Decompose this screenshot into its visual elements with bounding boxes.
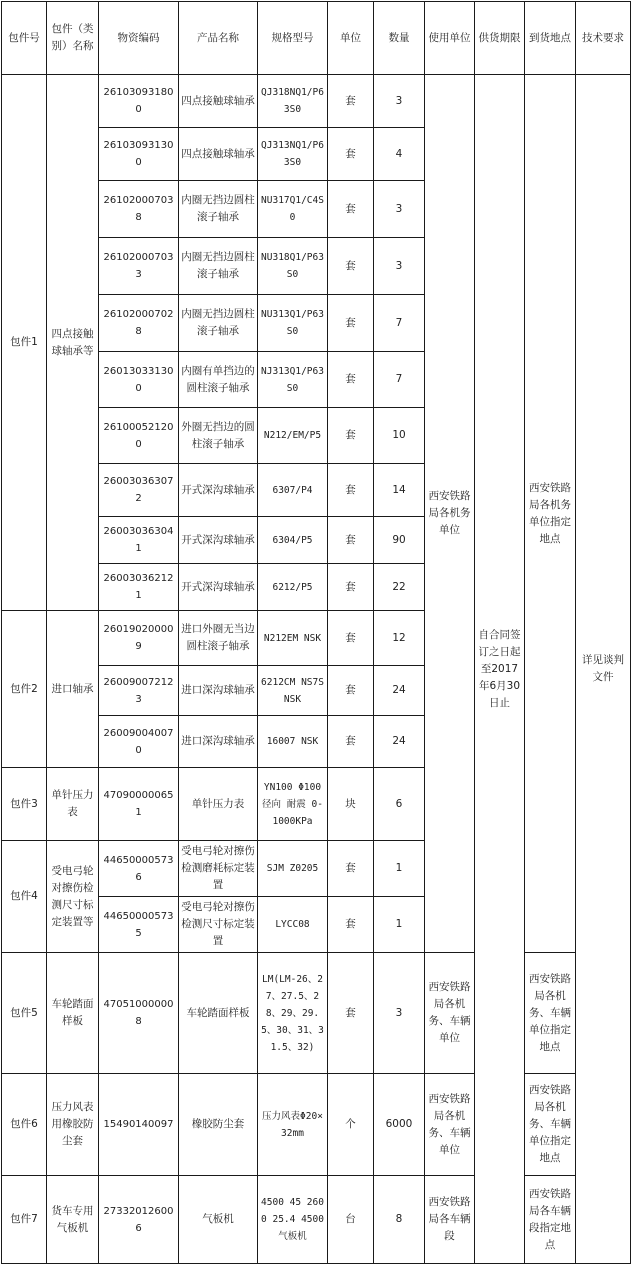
material-code-cell: 446500005736 xyxy=(99,841,179,897)
package-no-cell: 包件3 xyxy=(2,768,47,841)
product-name-cell: 进口外圈无当边圆柱滚子轴承 xyxy=(179,611,258,666)
material-code-cell: 260130331300 xyxy=(99,352,179,408)
material-code-cell: 15490140097 xyxy=(99,1074,179,1176)
material-code-cell: 261030931300 xyxy=(99,128,179,181)
spec-cell: NU313Q1/P63S0 xyxy=(258,295,328,352)
delivery-place-cell: 西安铁路局各机务、车辆单位指定地点 xyxy=(525,1074,576,1176)
spec-cell: QJ313NQ1/P63S0 xyxy=(258,128,328,181)
delivery-place-cell: 西安铁路局各机务、车辆单位指定地点 xyxy=(525,953,576,1074)
unit-cell: 套 xyxy=(328,238,374,295)
material-code-cell: 260190200009 xyxy=(99,611,179,666)
unit-cell: 套 xyxy=(328,128,374,181)
package-name-cell: 单针压力表 xyxy=(47,768,99,841)
unit-cell: 套 xyxy=(328,75,374,128)
unit-cell: 套 xyxy=(328,716,374,768)
material-code-cell: 260030362121 xyxy=(99,564,179,611)
user-unit-cell: 西安铁路局各机务单位 xyxy=(425,75,475,953)
package-name-cell: 四点接触球轴承等 xyxy=(47,75,99,611)
table-row xyxy=(2,75,631,128)
header-row xyxy=(2,2,631,75)
spec-cell: 6212/P5 xyxy=(258,564,328,611)
table-row xyxy=(2,953,631,1074)
table-row xyxy=(2,1074,631,1176)
unit-cell: 套 xyxy=(328,666,374,716)
product-name-cell: 进口深沟球轴承 xyxy=(179,716,258,768)
quantity-cell: 10 xyxy=(374,408,425,464)
spec-cell: 压力风表Φ20×32mm xyxy=(258,1074,328,1176)
product-name-cell: 内圈有单挡边的圆柱滚子轴承 xyxy=(179,352,258,408)
quantity-cell: 24 xyxy=(374,666,425,716)
header-cell: 供货期限 xyxy=(475,2,525,75)
header-cell: 产品名称 xyxy=(179,2,258,75)
package-name-cell: 货车专用气板机 xyxy=(47,1176,99,1264)
unit-cell: 套 xyxy=(328,953,374,1074)
quantity-cell: 24 xyxy=(374,716,425,768)
material-code-cell: 260090040070 xyxy=(99,716,179,768)
package-no-cell: 包件7 xyxy=(2,1176,47,1264)
product-name-cell: 开式深沟球轴承 xyxy=(179,517,258,564)
package-no-cell: 包件2 xyxy=(2,611,47,768)
quantity-cell: 3 xyxy=(374,238,425,295)
header-cell: 包件号 xyxy=(2,2,47,75)
unit-cell: 套 xyxy=(328,897,374,953)
delivery-place-cell: 西安铁路局各车辆段指定地点 xyxy=(525,1176,576,1264)
user-unit-cell: 西安铁路局各车辆段 xyxy=(425,1176,475,1264)
spec-cell: NJ313Q1/P63S0 xyxy=(258,352,328,408)
unit-cell: 套 xyxy=(328,408,374,464)
product-name-cell: 受电弓轮对擦伤检测尺寸标定装置 xyxy=(179,897,258,953)
quantity-cell: 90 xyxy=(374,517,425,564)
procurement-table xyxy=(1,1,631,1264)
unit-cell: 套 xyxy=(328,564,374,611)
spec-cell: QJ318NQ1/P63S0 xyxy=(258,75,328,128)
unit-cell: 套 xyxy=(328,611,374,666)
package-name-cell: 受电弓轮对擦伤检测尺寸标定装置等 xyxy=(47,841,99,953)
unit-cell: 台 xyxy=(328,1176,374,1264)
material-code-cell: 261020007038 xyxy=(99,181,179,238)
quantity-cell: 4 xyxy=(374,128,425,181)
product-name-cell: 四点接触球轴承 xyxy=(179,75,258,128)
unit-cell: 块 xyxy=(328,768,374,841)
quantity-cell: 3 xyxy=(374,181,425,238)
quantity-cell: 22 xyxy=(374,564,425,611)
quantity-cell: 6 xyxy=(374,768,425,841)
spec-cell: N212EM NSK xyxy=(258,611,328,666)
unit-cell: 套 xyxy=(328,295,374,352)
product-name-cell: 开式深沟球轴承 xyxy=(179,464,258,517)
quantity-cell: 3 xyxy=(374,75,425,128)
package-no-cell: 包件5 xyxy=(2,953,47,1074)
material-code-cell: 470900000651 xyxy=(99,768,179,841)
spec-cell: YN100 Φ100 径向 耐震 0-1000KPa xyxy=(258,768,328,841)
material-code-cell: 261020007033 xyxy=(99,238,179,295)
product-name-cell: 内圈无挡边圆柱滚子轴承 xyxy=(179,238,258,295)
product-name-cell: 受电弓轮对擦伤检测磨耗标定装置 xyxy=(179,841,258,897)
product-name-cell: 内圈无挡边圆柱滚子轴承 xyxy=(179,295,258,352)
table-row xyxy=(2,1176,631,1264)
unit-cell: 套 xyxy=(328,181,374,238)
tech-requirement-cell: 详见谈判文件 xyxy=(576,75,631,1264)
spec-cell: 6212CM NS7S NSK xyxy=(258,666,328,716)
header-cell: 技术要求 xyxy=(576,2,631,75)
unit-cell: 套 xyxy=(328,464,374,517)
product-name-cell: 单针压力表 xyxy=(179,768,258,841)
header-cell: 包件（类别）名称 xyxy=(47,2,99,75)
material-code-cell: 260090072123 xyxy=(99,666,179,716)
material-code-cell: 446500005735 xyxy=(99,897,179,953)
quantity-cell: 1 xyxy=(374,897,425,953)
spec-cell: NU318Q1/P63S0 xyxy=(258,238,328,295)
supply-period-cell: 自合同签订之日起至2017年6月30日止 xyxy=(475,75,525,1264)
product-name-cell: 车轮踏面样板 xyxy=(179,953,258,1074)
material-code-cell: 261000521200 xyxy=(99,408,179,464)
package-no-cell: 包件1 xyxy=(2,75,47,611)
unit-cell: 套 xyxy=(328,517,374,564)
delivery-place-cell: 西安铁路局各机务单位指定地点 xyxy=(525,75,576,953)
product-name-cell: 外圈无挡边的圆柱滚子轴承 xyxy=(179,408,258,464)
product-name-cell: 气板机 xyxy=(179,1176,258,1264)
quantity-cell: 6000 xyxy=(374,1074,425,1176)
quantity-cell: 8 xyxy=(374,1176,425,1264)
package-no-cell: 包件6 xyxy=(2,1074,47,1176)
quantity-cell: 7 xyxy=(374,352,425,408)
package-name-cell: 压力风表用橡胶防尘套 xyxy=(47,1074,99,1176)
spec-cell: 6307/P4 xyxy=(258,464,328,517)
spec-cell: NU317Q1/C4S0 xyxy=(258,181,328,238)
user-unit-cell: 西安铁路局各机务、车辆单位 xyxy=(425,953,475,1074)
quantity-cell: 12 xyxy=(374,611,425,666)
unit-cell: 套 xyxy=(328,352,374,408)
spec-cell: LM(LM-26、27、27.5、28、29、29.5、30、31、31.5、32) xyxy=(258,953,328,1074)
product-name-cell: 四点接触球轴承 xyxy=(179,128,258,181)
user-unit-cell: 西安铁路局各机务、车辆单位 xyxy=(425,1074,475,1176)
spec-cell: 16007 NSK xyxy=(258,716,328,768)
header-cell: 单位 xyxy=(328,2,374,75)
product-name-cell: 进口深沟球轴承 xyxy=(179,666,258,716)
header-cell: 使用单位 xyxy=(425,2,475,75)
quantity-cell: 7 xyxy=(374,295,425,352)
material-code-cell: 261020007028 xyxy=(99,295,179,352)
material-code-cell: 273320126006 xyxy=(99,1176,179,1264)
package-no-cell: 包件4 xyxy=(2,841,47,953)
material-code-cell: 470510000008 xyxy=(99,953,179,1074)
quantity-cell: 3 xyxy=(374,953,425,1074)
product-name-cell: 开式深沟球轴承 xyxy=(179,564,258,611)
product-name-cell: 内圈无挡边圆柱滚子轴承 xyxy=(179,181,258,238)
quantity-cell: 1 xyxy=(374,841,425,897)
material-code-cell: 261030931800 xyxy=(99,75,179,128)
spec-cell: N212/EM/P5 xyxy=(258,408,328,464)
material-code-cell: 260030363072 xyxy=(99,464,179,517)
product-name-cell: 橡胶防尘套 xyxy=(179,1074,258,1176)
quantity-cell: 14 xyxy=(374,464,425,517)
package-name-cell: 车轮踏面样板 xyxy=(47,953,99,1074)
unit-cell: 套 xyxy=(328,841,374,897)
spec-cell: 4500 45 2600 25.4 4500 气板机 xyxy=(258,1176,328,1264)
package-name-cell: 进口轴承 xyxy=(47,611,99,768)
spec-cell: 6304/P5 xyxy=(258,517,328,564)
header-cell: 物资编码 xyxy=(99,2,179,75)
unit-cell: 个 xyxy=(328,1074,374,1176)
header-cell: 数量 xyxy=(374,2,425,75)
material-code-cell: 260030363041 xyxy=(99,517,179,564)
header-cell: 到货地点 xyxy=(525,2,576,75)
spec-cell: LYCC08 xyxy=(258,897,328,953)
spec-cell: SJM Z0205 xyxy=(258,841,328,897)
header-cell: 规格型号 xyxy=(258,2,328,75)
